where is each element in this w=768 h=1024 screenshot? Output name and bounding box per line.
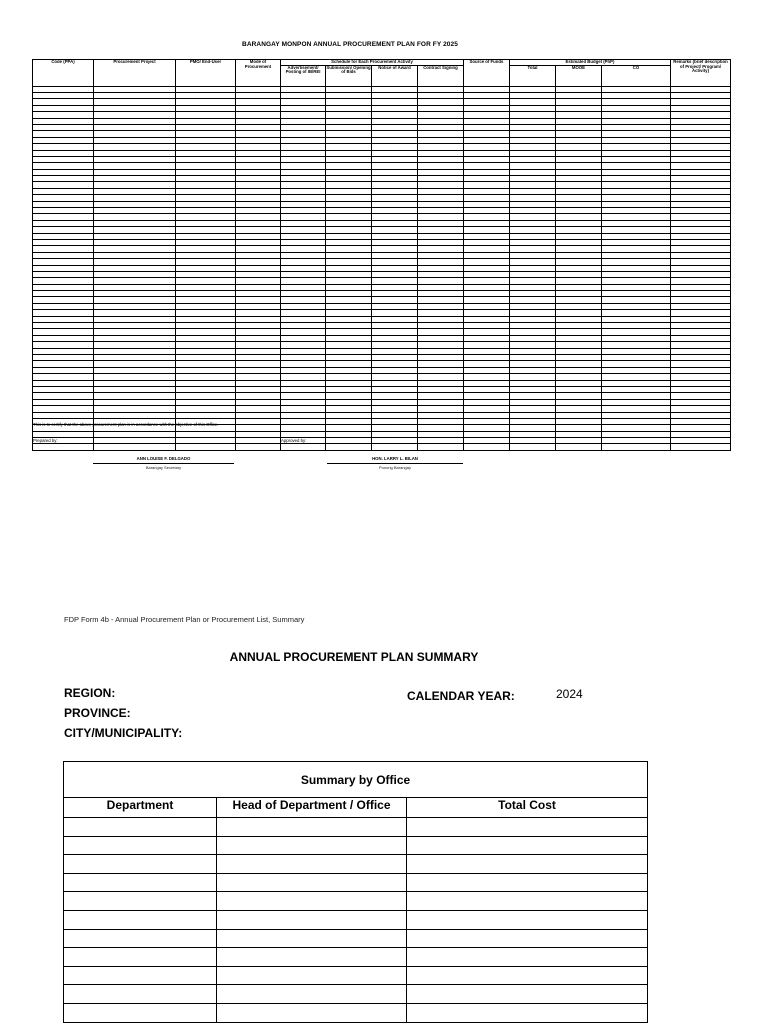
table-cell xyxy=(64,966,217,985)
table-row xyxy=(33,444,731,450)
table-cell xyxy=(64,855,217,874)
prepared-by-signature-line xyxy=(93,463,234,464)
table-cell xyxy=(372,444,418,450)
table-cell xyxy=(407,855,648,874)
table-row xyxy=(64,948,648,967)
header-total: Total xyxy=(510,65,556,86)
table-cell xyxy=(176,444,236,450)
table-cell xyxy=(64,910,217,929)
table-cell xyxy=(407,985,648,1004)
table-cell xyxy=(217,1003,407,1022)
table-cell xyxy=(217,929,407,948)
table-cell xyxy=(217,855,407,874)
table-cell xyxy=(407,929,648,948)
table-cell xyxy=(64,873,217,892)
table-row xyxy=(64,873,648,892)
table-cell xyxy=(407,836,648,855)
header-sched-sub: Submission/ Opening of Bids xyxy=(326,65,372,86)
table-cell xyxy=(217,948,407,967)
table-cell xyxy=(407,966,648,985)
summary-rows xyxy=(64,818,648,1023)
table-cell xyxy=(64,892,217,911)
approved-by-position: Punong Barangay xyxy=(378,465,412,470)
city-municipality-label: CITY/MUNICIPALITY: xyxy=(64,726,183,740)
header-sched-ads: Advertisement/ Posting of IB/REI xyxy=(281,65,326,86)
column-department: Department xyxy=(64,798,217,818)
table-cell xyxy=(217,985,407,1004)
table-cell xyxy=(407,910,648,929)
header-budget: Estimated Budget (PhP) xyxy=(510,60,671,66)
table-cell xyxy=(217,910,407,929)
header-code: Code (PPA) xyxy=(33,60,94,87)
table-row xyxy=(64,892,648,911)
table-cell xyxy=(281,444,326,450)
calendar-year-label: CALENDAR YEAR: xyxy=(407,689,515,703)
table-cell xyxy=(217,966,407,985)
table-cell xyxy=(236,444,281,450)
table-cell xyxy=(33,444,94,450)
header-project: Procurement Project xyxy=(94,60,176,87)
table-cell xyxy=(64,836,217,855)
table-cell xyxy=(407,948,648,967)
table-cell xyxy=(407,818,648,837)
header-sched-contract: Contract Signing xyxy=(418,65,464,86)
procurement-plan-rows xyxy=(33,86,731,450)
header-mooe: MOOE xyxy=(556,65,602,86)
approved-by-label: Approved by: xyxy=(281,438,307,443)
calendar-year-value: 2024 xyxy=(556,687,583,701)
table-cell xyxy=(217,818,407,837)
certification-text: This is to certify that the above procurement plan is in accordance with the objective of this Office. xyxy=(33,422,219,427)
procurement-plan-table xyxy=(32,59,731,451)
region-label: REGION: xyxy=(64,686,116,700)
header-pmo: PMO/ End-User xyxy=(176,60,236,87)
prepared-by-name: ANN LOUISE F. DELGADO xyxy=(136,456,191,461)
table-cell xyxy=(407,892,648,911)
summary-table-caption: Summary by Office xyxy=(64,762,648,798)
table-row xyxy=(64,818,648,837)
table-cell xyxy=(217,836,407,855)
table-cell xyxy=(407,1003,648,1022)
table-cell xyxy=(602,444,671,450)
table-row xyxy=(64,855,648,874)
summary-title: ANNUAL PROCUREMENT PLAN SUMMARY xyxy=(229,650,479,664)
header-co: CO xyxy=(602,65,671,86)
prepared-by-position: Barangay Secretary xyxy=(145,465,182,470)
table-row xyxy=(64,1003,648,1022)
table-cell xyxy=(64,985,217,1004)
table-cell xyxy=(464,444,510,450)
table-cell xyxy=(217,892,407,911)
table-cell xyxy=(671,444,731,450)
table-cell xyxy=(556,444,602,450)
table-cell xyxy=(217,873,407,892)
table-row xyxy=(64,910,648,929)
approved-by-name: HON. LARRY L. BILAN xyxy=(372,456,418,461)
province-label: PROVINCE: xyxy=(64,706,131,720)
header-mode: Mode of Procurement xyxy=(236,60,281,87)
table-row xyxy=(64,966,648,985)
table-cell xyxy=(64,929,217,948)
table-cell xyxy=(64,818,217,837)
table-cell xyxy=(326,444,372,450)
prepared-by-label: Prepared by: xyxy=(33,438,58,443)
table-cell xyxy=(407,873,648,892)
header-schedule: Schedule for Each Procurement Activity xyxy=(281,60,464,66)
form-label: FDP Form 4b - Annual Procurement Plan or Procurement List, Summary xyxy=(64,615,305,624)
approved-by-signature-line xyxy=(327,463,463,464)
apr-title: BARANGAY MONPON ANNUAL PROCUREMENT PLAN FOR FY 2025 xyxy=(242,41,458,48)
table-cell xyxy=(418,444,464,450)
header-sched-noa: Notice of Award xyxy=(372,65,418,86)
column-head-of-department: Head of Department / Office xyxy=(217,798,407,818)
summary-by-office-table xyxy=(63,761,648,1023)
table-cell xyxy=(94,444,176,450)
table-row xyxy=(64,836,648,855)
table-cell xyxy=(64,1003,217,1022)
table-row xyxy=(64,929,648,948)
table-cell xyxy=(510,444,556,450)
table-cell xyxy=(64,948,217,967)
table-row xyxy=(64,985,648,1004)
header-source: Source of Funds xyxy=(464,60,510,87)
column-total-cost: Total Cost xyxy=(407,798,648,818)
header-remarks: Remarks (brief description of Project/ Program/ Activity) xyxy=(671,60,731,87)
